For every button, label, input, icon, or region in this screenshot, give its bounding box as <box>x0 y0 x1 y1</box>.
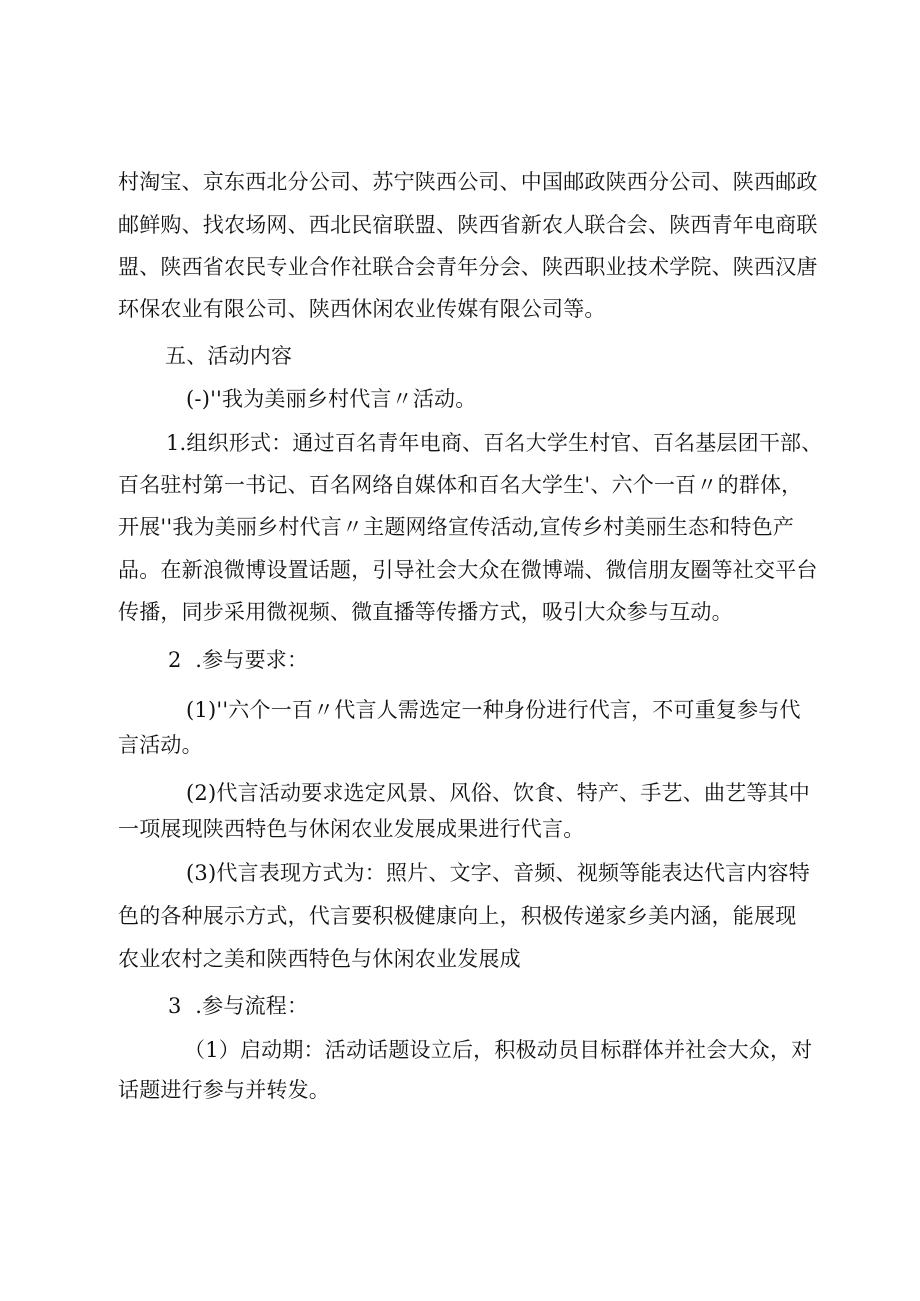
text-line: (1)''六个一百〃代言人需选定一种身份进行代言，不可重复参与代 <box>186 698 801 722</box>
item-heading: 3 .参与流程： <box>168 994 309 1018</box>
text-line: 盟、陕西省农民专业合作社联合会青年分会、陕西职业技术学院、陕西汉唐 <box>118 255 818 279</box>
text-line: 一项展现陕西特色与休闲农业发展成果进行代言。 <box>118 817 585 841</box>
text-line: 品。在新浪微博设置话题，引导社会大众在微博端、微信朋友圈等社交平台 <box>118 558 818 582</box>
text-line: 邮鲜购、找农场网、西北民宿联盟、陕西省新农人联合会、陕西青年电商联 <box>118 213 818 237</box>
item-heading: 2 .参与要求： <box>168 648 309 672</box>
text-line: 开展''我为美丽乡村代言〃主题网络宣传活动,宣传乡村美丽生态和特色产 <box>118 515 795 539</box>
text-line: （1）启动期：活动话题设立后，积极动员目标群体并社会大众，对 <box>184 1038 813 1062</box>
text-line: (3)代言表现方式为：照片、文字、音频、视频等能表达代言内容特 <box>186 861 810 885</box>
text-line: 色的各种展示方式，代言要积极健康向上，积极传递家乡美内涵，能展现 <box>118 904 797 928</box>
text-line: 言活动。 <box>118 733 203 757</box>
text-line: 农业农村之美和陕西特色与休闲农业发展成 <box>118 947 521 971</box>
text-line: 村淘宝、京东西北分公司、苏宁陕西公司、中国邮政陕西分公司、陕西邮政 <box>118 170 818 194</box>
section-heading: 五、活动内容 <box>165 344 293 368</box>
text-line: 1.组织形式：通过百名青年电商、百名大学生村官、百名基层团干部、 <box>166 431 823 455</box>
text-line: 环保农业有限公司、陕西休闲农业传媒有限公司等。 <box>118 297 606 321</box>
text-line: 话题进行参与并转发。 <box>118 1078 330 1102</box>
text-line: 传播，同步采用微视频、微直播等传播方式，吸引大众参与互动。 <box>118 600 733 624</box>
text-line: 百名驻村第一书记、百名网络自媒体和百名大学生'、六个一百〃的群体， <box>118 473 803 497</box>
text-line: (2)代言活动要求选定风景、风俗、饮食、特产、手艺、曲艺等其中 <box>186 781 810 805</box>
subsection-heading: (-)''我为美丽乡村代言〃活动。 <box>186 387 477 411</box>
